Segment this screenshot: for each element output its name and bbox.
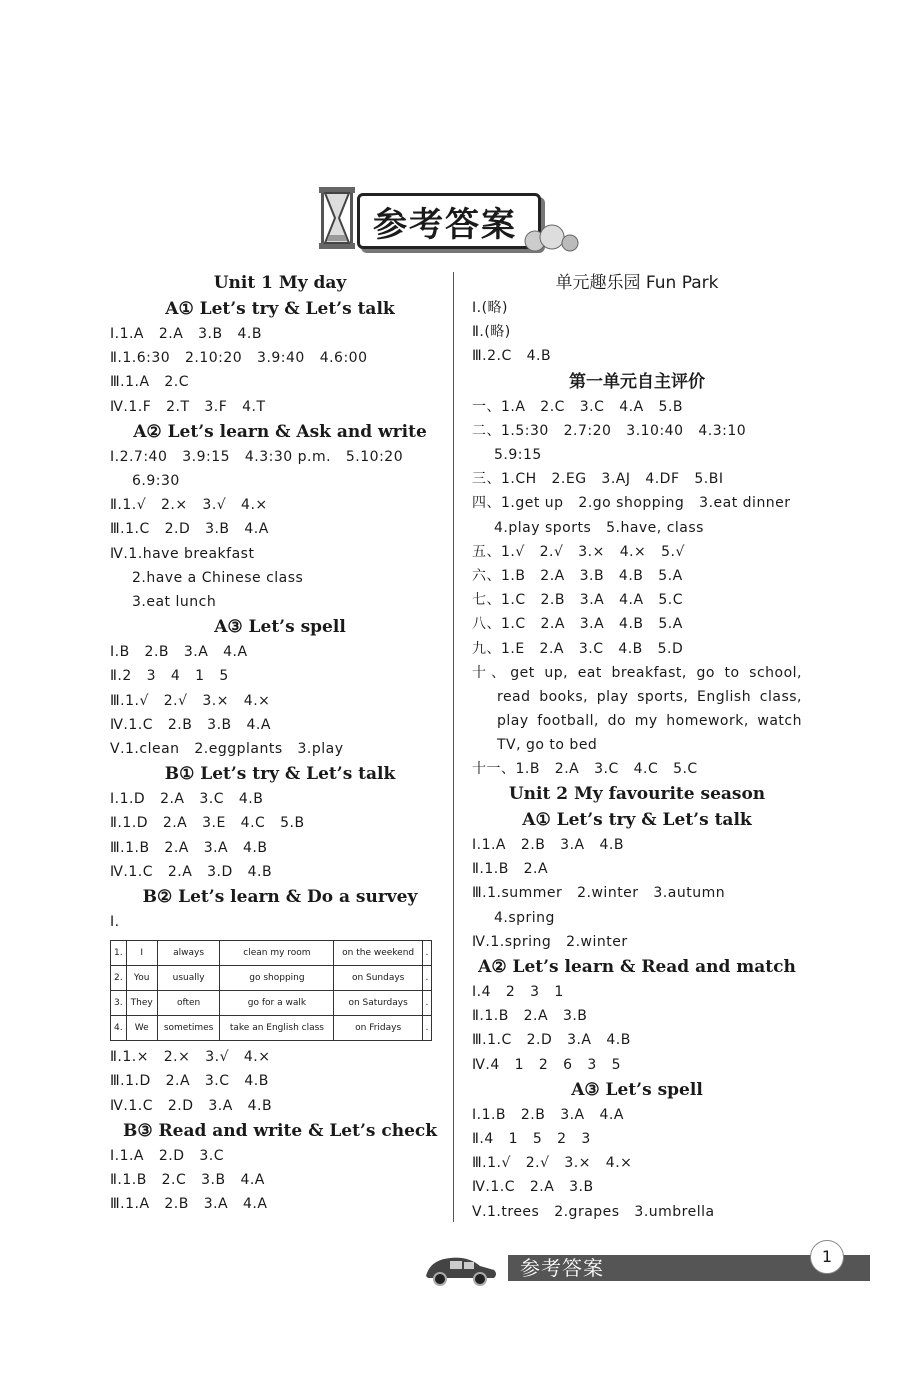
- answer-line: Ⅲ.1.C 2.D 3.B 4.A: [110, 521, 269, 538]
- answer-line: Ⅲ.2.C 4.B: [472, 348, 552, 365]
- answer-line: Ⅰ.: [110, 914, 120, 931]
- answer-line: Ⅳ.1.have breakfast: [110, 545, 255, 562]
- answer-line: Ⅰ.1.A 2.B 3.A 4.B: [472, 837, 624, 854]
- page-number: 1: [810, 1240, 844, 1274]
- table-cell: usually: [157, 966, 220, 991]
- section-heading: A② Let’s learn & Ask and write: [133, 421, 427, 442]
- answer-line: Ⅱ.1.√ 2.× 3.√ 4.×: [110, 497, 268, 514]
- section-heading: A③ Let’s spell: [571, 1079, 703, 1100]
- table-cell: go for a walk: [220, 991, 334, 1016]
- answer-line: Ⅲ.1.√ 2.√ 3.× 4.×: [472, 1155, 633, 1172]
- answer-line: 七、1.C 2.B 3.A 4.A 5.C: [472, 592, 683, 609]
- answer-line: Ⅳ.1.C 2.A 3.B: [472, 1179, 594, 1196]
- answer-line: Ⅰ.1.A 2.A 3.B 4.B: [110, 326, 262, 342]
- table-row: [111, 991, 432, 1016]
- right-column: [472, 270, 802, 1224]
- answer-line: Ⅲ.1.C 2.D 3.A 4.B: [472, 1032, 631, 1049]
- answer-line: Ⅳ.1.F 2.T 3.F 4.T: [110, 398, 266, 415]
- table-cell: .: [422, 941, 431, 966]
- table-cell: clean my room: [220, 941, 334, 966]
- answer-line: Ⅲ.1.A 2.C: [110, 374, 190, 391]
- answer-line: Ⅴ.1.clean 2.eggplants 3.play: [110, 741, 344, 758]
- table-cell: 1.: [111, 941, 127, 966]
- answer-line: Ⅳ.4 1 2 6 3 5: [472, 1056, 622, 1073]
- answer-line: Ⅱ.(略): [472, 324, 511, 341]
- section-heading: A① Let’s try & Let’s talk: [165, 299, 395, 319]
- answer-line: 九、1.E 2.A 3.C 4.B 5.D: [472, 640, 684, 657]
- table-cell: always: [157, 941, 220, 966]
- answer-line: Ⅱ.1.B 2.A 3.B: [472, 1008, 588, 1025]
- answer-line: Ⅰ.1.D 2.A 3.C 4.B: [110, 791, 264, 808]
- answer-line-continued: 4.spring: [494, 909, 555, 926]
- answer-line: Ⅳ.1.spring 2.winter: [472, 933, 628, 950]
- table-row: [111, 941, 432, 966]
- section-heading: Unit 1 My day: [213, 273, 347, 293]
- answer-line: Ⅰ.B 2.B 3.A 4.A: [110, 644, 248, 661]
- answer-line: Ⅲ.1.D 2.A 3.C 4.B: [110, 1073, 269, 1090]
- table-row: [111, 966, 432, 991]
- table-cell: on Fridays: [334, 1016, 423, 1041]
- answer-line: 四、1.get up 2.go shopping 3.eat dinner: [472, 495, 791, 512]
- answer-line: 一、1.A 2.C 3.C 4.A 5.B: [472, 398, 683, 415]
- answer-line-continued: 4.play sports 5.have, class: [494, 519, 704, 536]
- answer-line: Ⅱ.2 3 4 1 5: [110, 668, 229, 685]
- answer-line: Ⅰ.2.7:40 3.9:15 4.3:30 p.m. 5.10:20: [110, 448, 404, 465]
- answer-line: 三、1.CH 2.EG 3.AJ 4.DF 5.BI: [472, 471, 724, 488]
- table-cell: on Saturdays: [334, 991, 423, 1016]
- table-cell: .: [422, 966, 431, 991]
- answer-line: 二、1.5:30 2.7:20 3.10:40 4.3:10: [472, 422, 747, 439]
- table-cell: on the weekend: [334, 941, 423, 966]
- answer-line: Ⅰ.(略): [472, 300, 509, 316]
- section-heading: B② Let’s learn & Do a survey: [142, 887, 418, 908]
- answer-line-continued: 2.have a Chinese class: [132, 569, 304, 586]
- table-cell: often: [157, 991, 220, 1016]
- answer-line: 五、1.√ 2.√ 3.× 4.× 5.√: [472, 543, 685, 560]
- table-cell: on Sundays: [334, 966, 423, 991]
- column-divider: [453, 272, 454, 1222]
- section-heading: A① Let’s try & Let’s talk: [522, 810, 752, 831]
- hourglass-icon: [317, 185, 357, 251]
- table-cell: take an English class: [220, 1016, 334, 1041]
- table-cell: 4.: [111, 1016, 127, 1041]
- survey-table: [110, 940, 432, 1041]
- section-heading: Unit 2 My favourite season: [508, 784, 766, 805]
- table-cell: .: [422, 991, 431, 1016]
- answer-line: Ⅲ.1.summer 2.winter 3.autumn: [472, 885, 726, 902]
- answer-line: Ⅳ.1.C 2.D 3.A 4.B: [110, 1097, 273, 1114]
- answer-line: Ⅲ.1.A 2.B 3.A 4.A: [110, 1196, 268, 1213]
- answer-line: Ⅱ.1.× 2.× 3.√ 4.×: [110, 1049, 271, 1066]
- section-heading: A② Let’s learn & Read and match: [478, 957, 796, 978]
- table-cell: I: [126, 941, 157, 966]
- table-cell: .: [422, 1016, 431, 1041]
- title-banner: [315, 185, 565, 255]
- table-cell: 3.: [111, 991, 127, 1016]
- answer-line-continued: 3.eat lunch: [132, 594, 217, 611]
- answer-line-continued: 6.9:30: [132, 473, 180, 490]
- section-heading: A③ Let’s spell: [214, 617, 346, 638]
- answer-line: Ⅳ.1.C 2.A 3.D 4.B: [110, 863, 273, 880]
- answer-line: Ⅱ.1.B 2.C 3.B 4.A: [110, 1172, 265, 1189]
- left-column: [110, 270, 450, 1216]
- answer-line: 六、1.B 2.A 3.B 4.B 5.A: [472, 568, 683, 585]
- table-cell: sometimes: [157, 1016, 220, 1041]
- section-heading: 单元趣乐园 Fun Park: [555, 273, 719, 293]
- answer-line: Ⅰ.1.B 2.B 3.A 4.A: [472, 1106, 624, 1123]
- section-heading: B③ Read and write & Let’s check: [122, 1120, 438, 1141]
- answer-line: 八、1.C 2.A 3.A 4.B 5.A: [472, 616, 683, 633]
- answer-line-wrapped: 十、get up, eat breakfast, go to school, read books, play sports, English class, play football, do my homework, watch TV, go to bed: [472, 664, 802, 753]
- answer-line: Ⅱ.4 1 5 2 3: [472, 1131, 591, 1148]
- answer-line: 十一、1.B 2.A 3.C 4.C 5.C: [472, 760, 698, 777]
- table-cell: go shopping: [220, 966, 334, 991]
- answer-line-continued: 5.9:15: [494, 447, 542, 464]
- page-title: 参考答案: [373, 205, 517, 245]
- table-cell: They: [126, 991, 157, 1016]
- table-row: [111, 1016, 432, 1041]
- table-cell: We: [126, 1016, 157, 1041]
- cloud-decoration-icon: [520, 223, 580, 253]
- answer-line: Ⅲ.1.B 2.A 3.A 4.B: [110, 839, 268, 856]
- answer-line: Ⅲ.1.√ 2.√ 3.× 4.×: [110, 692, 271, 709]
- section-heading: B① Let’s try & Let’s talk: [164, 764, 396, 785]
- section-heading: 第一单元自主评价: [569, 371, 705, 392]
- answer-line: Ⅰ.4 2 3 1: [472, 984, 564, 1001]
- table-cell: 2.: [111, 966, 127, 991]
- answer-line: Ⅰ.1.A 2.D 3.C: [110, 1147, 224, 1164]
- answer-line: Ⅱ.1.6:30 2.10:20 3.9:40 4.6:00: [110, 350, 368, 367]
- answer-line: Ⅴ.1.trees 2.grapes 3.umbrella: [472, 1203, 715, 1220]
- answer-line: Ⅱ.1.B 2.A: [472, 861, 549, 878]
- footer-label: 参考答案: [520, 1256, 604, 1280]
- answer-line: Ⅱ.1.D 2.A 3.E 4.C 5.B: [110, 815, 305, 832]
- car-icon: [420, 1248, 500, 1288]
- table-cell: You: [126, 966, 157, 991]
- answer-line: Ⅳ.1.C 2.B 3.B 4.A: [110, 716, 271, 733]
